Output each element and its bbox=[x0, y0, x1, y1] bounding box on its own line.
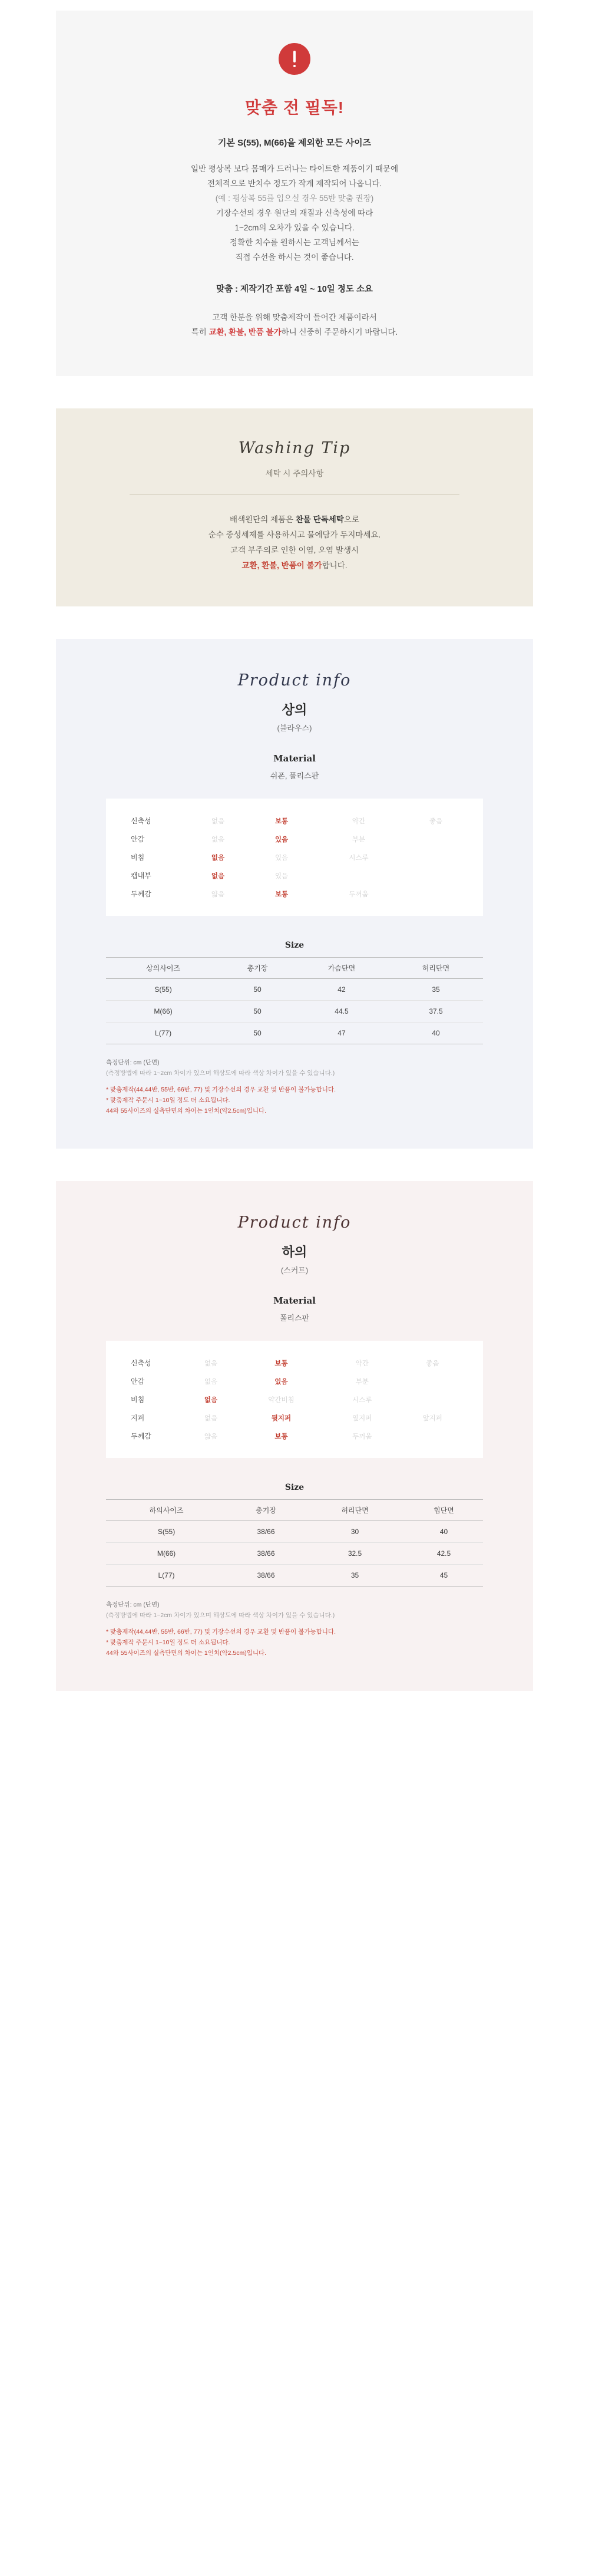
property-option-selected: 보통 bbox=[274, 890, 289, 898]
property-option: 약간 bbox=[355, 1360, 369, 1367]
size-block bbox=[106, 941, 483, 1044]
no-exchange-text: 교환, 환불, 반품 불가 bbox=[209, 328, 282, 337]
material-value: 쉬폰, 폴리스판 bbox=[270, 771, 319, 780]
size-cell: 38/66 bbox=[227, 1521, 305, 1543]
table-row bbox=[106, 1001, 483, 1023]
property-option-selected: 있음 bbox=[274, 836, 289, 843]
notice-line: 전체적으로 반치수 정도가 작게 제작되어 나옵니다. bbox=[207, 179, 382, 188]
property-option: 없음 bbox=[204, 1378, 218, 1386]
size-column-header: 총기장 bbox=[220, 958, 294, 979]
notice-tail bbox=[80, 310, 509, 339]
washing-line bbox=[80, 558, 509, 573]
property-label: 비침 bbox=[131, 853, 145, 862]
property-matrix bbox=[106, 1341, 483, 1458]
washing-line bbox=[80, 512, 509, 527]
property-option bbox=[404, 830, 468, 848]
notice-line: 직접 수선을 하시는 것이 좋습니다. bbox=[235, 253, 354, 262]
size-cell: 35 bbox=[305, 1565, 405, 1587]
product-category-sub: (블라우스) bbox=[277, 724, 312, 733]
property-option: 부분 bbox=[355, 1378, 369, 1386]
property-option bbox=[313, 866, 404, 885]
property-option-selected: 있음 bbox=[274, 1378, 288, 1386]
property-option: 좋음 bbox=[426, 1360, 439, 1367]
property-option-selected: 없음 bbox=[204, 1396, 218, 1404]
property-option: 두꺼움 bbox=[352, 1433, 372, 1440]
product-category-sub: (스커트) bbox=[280, 1266, 309, 1275]
size-cell: 38/66 bbox=[227, 1543, 305, 1565]
property-label: 두께감 bbox=[131, 1432, 151, 1440]
material-value: 폴리스판 bbox=[279, 1314, 310, 1322]
property-label: 신축성 bbox=[131, 817, 151, 825]
size-cell: 50 bbox=[220, 1001, 294, 1023]
size-column-header: 허리단면 bbox=[305, 1500, 405, 1521]
size-notes bbox=[106, 1599, 483, 1658]
size-cell: 42 bbox=[294, 979, 389, 1001]
washing-line-part: 합니다. bbox=[322, 561, 348, 570]
size-cell: 30 bbox=[305, 1521, 405, 1543]
property-label: 두께감 bbox=[131, 890, 151, 898]
size-cell: 35 bbox=[389, 979, 483, 1001]
property-option: 있음 bbox=[274, 854, 289, 862]
notice-title: 맞춤 전 필독! bbox=[244, 98, 345, 117]
washing-tip-title: Washing Tip bbox=[238, 439, 351, 457]
custom-order-note-2: * 맞춤제작 주문시 1~10일 정도 더 소요됩니다. bbox=[106, 1097, 230, 1104]
table-row bbox=[106, 1023, 483, 1044]
size-column-header: 상의사이즈 bbox=[106, 958, 220, 979]
property-matrix bbox=[106, 799, 483, 916]
property-option: 앞지퍼 bbox=[422, 1414, 442, 1422]
table-row bbox=[121, 1372, 468, 1390]
product-info-title: Product info bbox=[237, 1213, 352, 1232]
property-label: 신축성 bbox=[131, 1359, 151, 1367]
must-read-notice-panel bbox=[56, 11, 533, 376]
tolerance-note: (측정방법에 따라 1~2cm 차이가 있으며 해상도에 따라 색상 차이가 있을 수 있습니다.) bbox=[106, 1612, 335, 1619]
property-option: 없음 bbox=[211, 817, 225, 825]
property-option-selected: 없음 bbox=[211, 872, 225, 880]
size-cell: 32.5 bbox=[305, 1543, 405, 1565]
size-cell: 37.5 bbox=[389, 1001, 483, 1023]
size-cell: 42.5 bbox=[405, 1543, 483, 1565]
property-label: 비침 bbox=[131, 1396, 145, 1404]
property-option: 없음 bbox=[204, 1360, 218, 1367]
table-row bbox=[121, 1390, 468, 1409]
notice-line: 일반 평상복 보다 몸매가 드러나는 타이트한 제품이기 때문에 bbox=[190, 164, 399, 173]
material-heading: Material bbox=[273, 753, 316, 764]
product-category: 하의 bbox=[282, 1245, 307, 1259]
size-table bbox=[106, 957, 483, 1044]
washing-tip-panel bbox=[56, 408, 533, 606]
property-option-selected: 보통 bbox=[274, 1433, 288, 1440]
tolerance-note: (측정방법에 따라 1~2cm 차이가 있으며 해상도에 따라 색상 차이가 있을 수 있습니다.) bbox=[106, 1070, 335, 1077]
custom-order-note-2: * 맞춤제작 주문시 1~10일 정도 더 소요됩니다. bbox=[106, 1639, 230, 1646]
product-info-title: Product info bbox=[237, 671, 352, 690]
property-matrix-table bbox=[121, 812, 468, 903]
size-cell: M(66) bbox=[106, 1001, 220, 1023]
table-row bbox=[121, 885, 468, 903]
table-row bbox=[106, 1521, 483, 1543]
size-cell: 50 bbox=[220, 1023, 294, 1044]
custom-order-note-1: * 맞춤제작(44,44반, 55반, 66반, 77) 및 기장수선의 경우 교환 및 반품이 불가능합니다. bbox=[106, 1086, 336, 1093]
property-option bbox=[404, 885, 468, 903]
size-heading: Size bbox=[284, 941, 305, 950]
property-option bbox=[404, 866, 468, 885]
size-cell: 44.5 bbox=[294, 1001, 389, 1023]
cold-wash-emphasis: 찬물 단독세탁 bbox=[295, 515, 344, 524]
notice-line: 정확한 치수를 원하시는 고객님께서는 bbox=[230, 238, 359, 247]
size-table bbox=[106, 1499, 483, 1587]
washing-tip-body bbox=[80, 512, 509, 573]
no-return-text: 교환, 환불, 반품이 불가 bbox=[241, 561, 322, 570]
notice-tail-post: 하니 신중히 주문하시기 바랍니다. bbox=[281, 328, 398, 337]
product-category: 상의 bbox=[282, 702, 307, 717]
property-option bbox=[404, 848, 468, 866]
washing-line-part: 으로 bbox=[343, 515, 359, 524]
size-cell: L(77) bbox=[106, 1565, 227, 1587]
property-option bbox=[397, 1390, 468, 1409]
notice-line: 1~2cm의 오차가 있을 수 있습니다. bbox=[234, 223, 355, 232]
notice-line: (예 : 평상복 55를 입으실 경우 55반 맞춤 권장) bbox=[215, 194, 374, 203]
property-option-selected: 보통 bbox=[274, 817, 289, 825]
property-label: 안감 bbox=[131, 835, 145, 843]
table-row bbox=[121, 1427, 468, 1445]
custom-order-note-3: 44와 55사이즈의 실측단면의 차이는 1인치(약2.5cm)입니다. bbox=[106, 1107, 267, 1114]
property-option: 얇음 bbox=[211, 890, 225, 898]
size-column-header: 총기장 bbox=[227, 1500, 305, 1521]
size-column-header: 가슴단면 bbox=[294, 958, 389, 979]
size-cell: 40 bbox=[389, 1023, 483, 1044]
product-info-bottom-panel bbox=[56, 1181, 533, 1691]
measure-unit-note: 측정단위: cm (단면) bbox=[106, 1601, 160, 1608]
property-option bbox=[397, 1372, 468, 1390]
custom-order-note-1: * 맞춤제작(44,44반, 55반, 66반, 77) 및 기장수선의 경우 교환 및 반품이 불가능합니다. bbox=[106, 1628, 336, 1635]
property-label: 안감 bbox=[131, 1377, 145, 1386]
property-option: 없음 bbox=[204, 1414, 218, 1422]
size-heading: Size bbox=[284, 1483, 305, 1492]
table-row bbox=[121, 830, 468, 848]
property-option: 좋음 bbox=[429, 817, 443, 825]
notice-tail-line: 고객 한분을 위해 맞춤제작이 들어간 제품이라서 bbox=[212, 313, 377, 322]
property-matrix-table bbox=[121, 1354, 468, 1445]
size-column-header: 허리단면 bbox=[389, 958, 483, 979]
washing-line-part: 배색원단의 제품은 bbox=[230, 515, 296, 524]
size-cell: S(55) bbox=[106, 979, 220, 1001]
property-option bbox=[397, 1427, 468, 1445]
size-cell: 45 bbox=[405, 1565, 483, 1587]
size-notes bbox=[106, 1057, 483, 1116]
property-option: 얇음 bbox=[204, 1433, 218, 1440]
table-row bbox=[106, 1543, 483, 1565]
washing-line: 순수 중성세제를 사용하시고 물에담가 두지마세요. bbox=[208, 530, 381, 539]
property-option: 없음 bbox=[211, 836, 225, 843]
notice-subtitle: 기본 S(55), M(66)을 제외한 모든 사이즈 bbox=[217, 138, 372, 148]
size-cell: 38/66 bbox=[227, 1565, 305, 1587]
table-row bbox=[121, 1354, 468, 1372]
size-cell: 47 bbox=[294, 1023, 389, 1044]
property-label: 지퍼 bbox=[131, 1414, 145, 1422]
property-option: 시스루 bbox=[352, 1396, 372, 1404]
size-cell: M(66) bbox=[106, 1543, 227, 1565]
property-option: 두꺼움 bbox=[349, 890, 369, 898]
property-option: 옆지퍼 bbox=[352, 1414, 372, 1422]
table-header-row bbox=[106, 1500, 483, 1521]
washing-line: 고객 부주의로 인한 이염, 오염 발생시 bbox=[230, 546, 359, 555]
size-block bbox=[106, 1483, 483, 1587]
size-column-header: 힙단면 bbox=[405, 1500, 483, 1521]
exclamation-circle-icon bbox=[279, 43, 310, 75]
material-heading: Material bbox=[273, 1295, 316, 1306]
size-cell: S(55) bbox=[106, 1521, 227, 1543]
table-row bbox=[106, 1565, 483, 1587]
size-cell: L(77) bbox=[106, 1023, 220, 1044]
table-header-row bbox=[106, 958, 483, 979]
property-option: 약간비침 bbox=[268, 1396, 294, 1404]
property-option-selected: 뒷지퍼 bbox=[271, 1414, 292, 1422]
table-row bbox=[121, 848, 468, 866]
property-label: 캡내부 bbox=[131, 872, 151, 880]
table-row bbox=[106, 979, 483, 1001]
notice-line: 기장수선의 경우 원단의 재질과 신축성에 따라 bbox=[216, 209, 373, 217]
size-column-header: 하의사이즈 bbox=[106, 1500, 227, 1521]
property-option-selected: 없음 bbox=[211, 854, 225, 862]
washing-tip-subtitle: 세탁 시 주의사항 bbox=[265, 469, 324, 478]
table-row bbox=[121, 1409, 468, 1427]
notice-body bbox=[80, 161, 509, 265]
notice-tail-lead: 특히 bbox=[191, 328, 209, 337]
production-period-note: 맞춤 : 제작기간 포함 4일 ~ 10일 정도 소요 bbox=[216, 285, 373, 294]
property-option: 약간 bbox=[352, 817, 366, 825]
size-cell: 40 bbox=[405, 1521, 483, 1543]
property-option: 부분 bbox=[352, 836, 366, 843]
property-option-selected: 보통 bbox=[274, 1360, 288, 1367]
notice-tail-emphasis bbox=[80, 325, 509, 339]
property-option: 시스루 bbox=[349, 854, 369, 862]
product-info-top-panel bbox=[56, 639, 533, 1149]
size-cell: 50 bbox=[220, 979, 294, 1001]
measure-unit-note: 측정단위: cm (단면) bbox=[106, 1059, 160, 1066]
table-row bbox=[121, 866, 468, 885]
table-row bbox=[121, 812, 468, 830]
property-option: 있음 bbox=[274, 872, 289, 880]
custom-order-note-3: 44와 55사이즈의 실측단면의 차이는 1인치(약2.5cm)입니다. bbox=[106, 1650, 267, 1657]
